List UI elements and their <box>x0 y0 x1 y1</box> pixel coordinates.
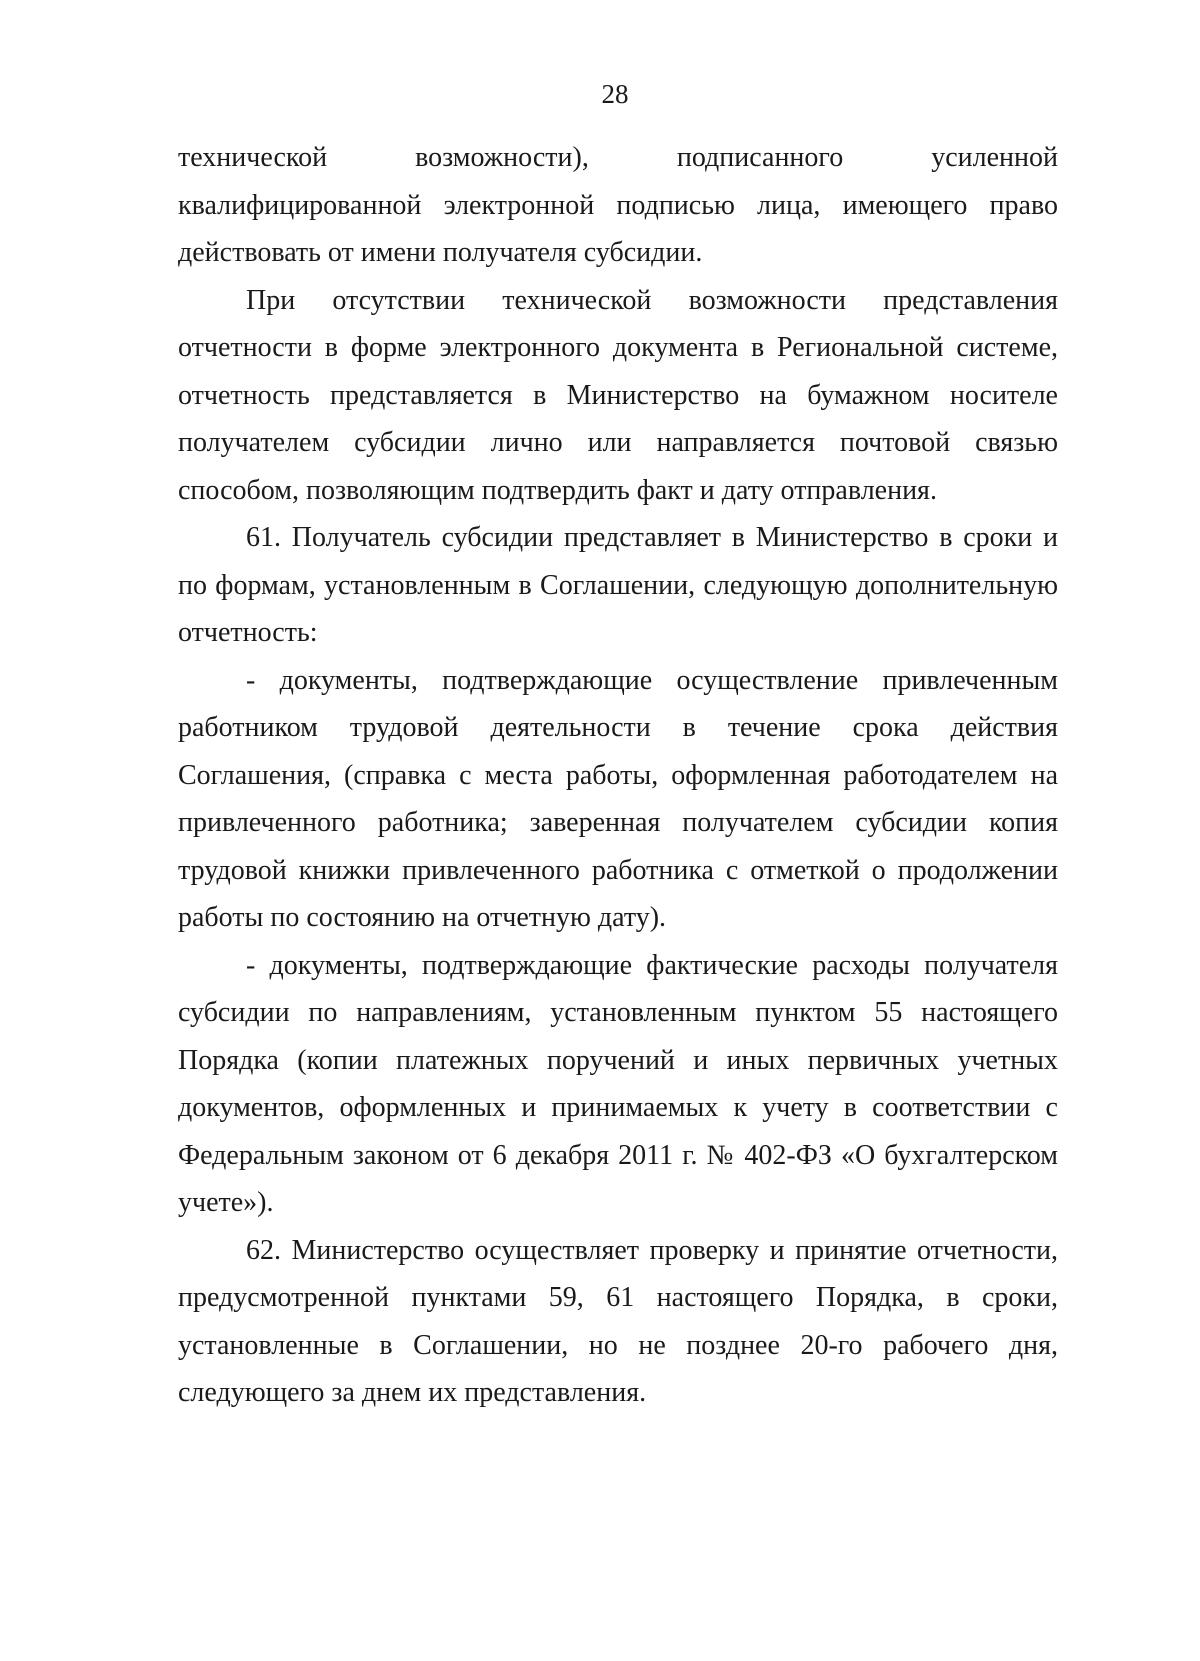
page-number: 28 <box>601 79 629 109</box>
paragraph-clause-61-item-expenses: - документы, подтверждающие фактические расходы получателя субсидии по направлениям, установленным пунктом 55 настоящего Порядка (копии платежных поручений и иных первичных учетных документов, оформленных и принимаемых к учету в соответствии с Федеральным законом от 6 декабря 2011 г. № 402-ФЗ «О бухгалтерском учете»). <box>178 949 1058 1218</box>
paragraph-continuation: технической возможности), подписанного усиленной квалифицированной электронной подписью лица, имеющего право действовать от имени получателя субсидии. <box>178 142 1058 268</box>
paragraph-paper-reporting: При отсутствии технической возможности представления отчетности в форме электронного документа в Региональной системе, отчетность представляется в Министерство на бумажном носителе получателем субсидии лично или направляется почтовой связью способом, позволяющим подтвердить факт и дату отправления. <box>178 284 1058 506</box>
paragraph-clause-62: 62. Министерство осуществляет проверку и принятие отчетности, предусмотренной пунктами 59, 61 настоящего Порядка, в сроки, установленные в Соглашении, но не позднее 20-го рабочего дня, следующего за днем их представления. <box>178 1234 1058 1408</box>
document-body <box>178 134 1058 1417</box>
paragraph-clause-61: 61. Получатель субсидии представляет в Министерство в сроки и по формам, установленным в Соглашении, следующую дополнительную отчетность: <box>178 522 1058 648</box>
paragraph-clause-61-item-employment: - документы, подтверждающие осуществление привлеченным работником трудовой деятельности в течение срока действия Соглашения, (справка с места работы, оформленная работодателем на привлеченного работника; заверенная получателем субсидии копия трудовой книжки привлеченного работника с отметкой о продолжении работы по состоянию на отчетную дату). <box>178 664 1058 933</box>
